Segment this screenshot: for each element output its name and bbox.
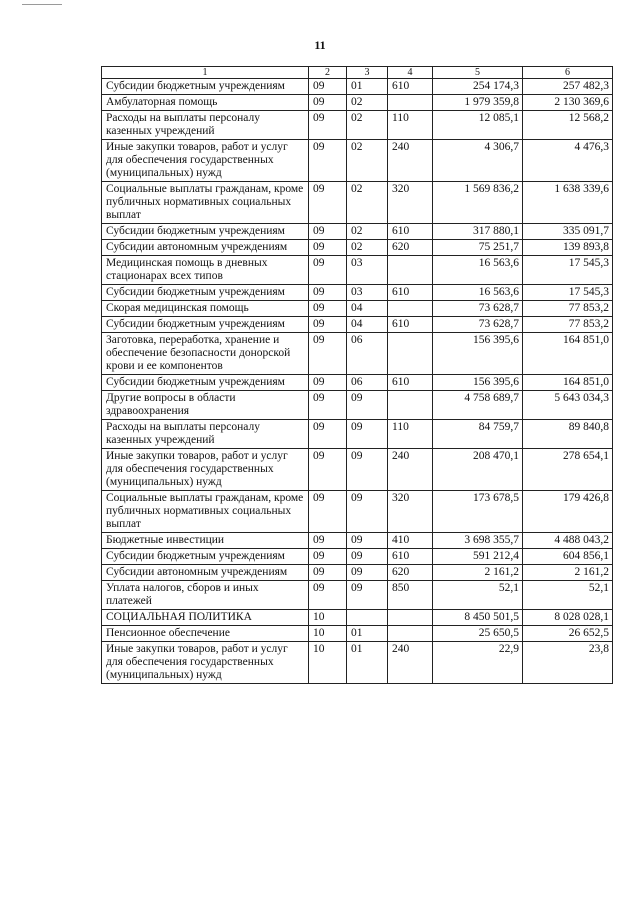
expense-type-code-cell: 320 (388, 491, 433, 533)
expense-name-cell: Расходы на выплаты персоналу казенных учреждений (102, 420, 309, 449)
section-code-cell: 09 (309, 256, 347, 285)
expense-type-code-cell: 240 (388, 449, 433, 491)
amount-year-2-cell: 1 638 339,6 (523, 182, 613, 224)
expense-name-cell: Амбулаторная помощь (102, 95, 309, 111)
subsection-code-cell: 09 (347, 533, 388, 549)
amount-year-2-cell: 52,1 (523, 581, 613, 610)
section-code-cell: 09 (309, 79, 347, 95)
section-code-cell: 09 (309, 533, 347, 549)
table-body (102, 79, 613, 684)
section-code-cell: 09 (309, 549, 347, 565)
expense-name-cell: СОЦИАЛЬНАЯ ПОЛИТИКА (102, 610, 309, 626)
amount-year-1-cell: 16 563,6 (433, 256, 523, 285)
section-code-cell: 09 (309, 111, 347, 140)
table-row (102, 95, 613, 111)
section-code-cell: 09 (309, 420, 347, 449)
expense-name-cell: Пенсионное обеспечение (102, 626, 309, 642)
section-code-cell: 10 (309, 626, 347, 642)
amount-year-2-cell: 335 091,7 (523, 224, 613, 240)
subsection-code-cell: 09 (347, 549, 388, 565)
expense-type-code-cell: 620 (388, 240, 433, 256)
amount-year-1-cell: 16 563,6 (433, 285, 523, 301)
table-row (102, 224, 613, 240)
amount-year-1-cell: 1 569 836,2 (433, 182, 523, 224)
table-row (102, 610, 613, 626)
column-header: 1 (102, 67, 309, 79)
section-code-cell: 09 (309, 581, 347, 610)
amount-year-1-cell: 73 628,7 (433, 317, 523, 333)
subsection-code-cell: 02 (347, 224, 388, 240)
column-header: 3 (347, 67, 388, 79)
subsection-code-cell: 03 (347, 256, 388, 285)
amount-year-1-cell: 156 395,6 (433, 333, 523, 375)
expense-name-cell: Субсидии автономным учреждениям (102, 565, 309, 581)
amount-year-1-cell: 84 759,7 (433, 420, 523, 449)
expense-name-cell: Иные закупки товаров, работ и услуг для обеспечения государственных (муниципальных) нужд (102, 140, 309, 182)
amount-year-2-cell: 17 545,3 (523, 285, 613, 301)
section-code-cell: 09 (309, 95, 347, 111)
amount-year-2-cell: 4 488 043,2 (523, 533, 613, 549)
expense-type-code-cell: 240 (388, 642, 433, 684)
section-code-cell: 09 (309, 391, 347, 420)
section-code-cell: 09 (309, 182, 347, 224)
expense-type-code-cell: 610 (388, 285, 433, 301)
section-code-cell: 09 (309, 285, 347, 301)
subsection-code-cell: 09 (347, 391, 388, 420)
expense-type-code-cell: 410 (388, 533, 433, 549)
expense-name-cell: Другие вопросы в области здравоохранения (102, 391, 309, 420)
amount-year-1-cell: 208 470,1 (433, 449, 523, 491)
expense-type-code-cell: 610 (388, 549, 433, 565)
amount-year-2-cell: 257 482,3 (523, 79, 613, 95)
amount-year-1-cell: 156 395,6 (433, 375, 523, 391)
expense-name-cell: Субсидии бюджетным учреждениям (102, 549, 309, 565)
amount-year-2-cell: 164 851,0 (523, 333, 613, 375)
amount-year-1-cell: 22,9 (433, 642, 523, 684)
table-row (102, 285, 613, 301)
expense-type-code-cell (388, 610, 433, 626)
amount-year-2-cell: 17 545,3 (523, 256, 613, 285)
subsection-code-cell: 01 (347, 79, 388, 95)
subsection-code-cell: 01 (347, 642, 388, 684)
expense-type-code-cell: 320 (388, 182, 433, 224)
section-code-cell: 09 (309, 317, 347, 333)
expense-name-cell: Субсидии бюджетным учреждениям (102, 79, 309, 95)
section-code-cell: 09 (309, 375, 347, 391)
section-code-cell: 09 (309, 565, 347, 581)
amount-year-1-cell: 75 251,7 (433, 240, 523, 256)
table-row (102, 420, 613, 449)
table-row (102, 491, 613, 533)
subsection-code-cell: 09 (347, 565, 388, 581)
expense-type-code-cell: 620 (388, 565, 433, 581)
amount-year-1-cell: 3 698 355,7 (433, 533, 523, 549)
section-code-cell: 10 (309, 642, 347, 684)
amount-year-2-cell: 278 654,1 (523, 449, 613, 491)
expense-name-cell: Иные закупки товаров, работ и услуг для обеспечения государственных (муниципальных) нужд (102, 642, 309, 684)
section-code-cell: 09 (309, 301, 347, 317)
amount-year-2-cell: 4 476,3 (523, 140, 613, 182)
expense-type-code-cell: 240 (388, 140, 433, 182)
table-row (102, 533, 613, 549)
table-row (102, 256, 613, 285)
expense-name-cell: Субсидии бюджетным учреждениям (102, 317, 309, 333)
amount-year-1-cell: 4 758 689,7 (433, 391, 523, 420)
page-number: 11 (314, 38, 326, 52)
subsection-code-cell: 09 (347, 491, 388, 533)
expense-name-cell: Субсидии автономным учреждениям (102, 240, 309, 256)
subsection-code-cell: 02 (347, 182, 388, 224)
amount-year-1-cell: 8 450 501,5 (433, 610, 523, 626)
expense-type-code-cell: 110 (388, 111, 433, 140)
section-code-cell: 09 (309, 333, 347, 375)
scan-edge-mark (22, 4, 62, 5)
table-row (102, 565, 613, 581)
expense-name-cell: Заготовка, переработка, хранение и обеспечение безопасности донорской крови и ее компонентов (102, 333, 309, 375)
expense-type-code-cell (388, 256, 433, 285)
expense-type-code-cell: 610 (388, 317, 433, 333)
expense-name-cell: Субсидии бюджетным учреждениям (102, 285, 309, 301)
subsection-code-cell: 02 (347, 240, 388, 256)
section-code-cell: 09 (309, 140, 347, 182)
expense-type-code-cell: 610 (388, 375, 433, 391)
table-row (102, 182, 613, 224)
header-row (102, 67, 613, 79)
amount-year-1-cell: 2 161,2 (433, 565, 523, 581)
subsection-code-cell: 02 (347, 111, 388, 140)
column-header: 4 (388, 67, 433, 79)
amount-year-1-cell: 591 212,4 (433, 549, 523, 565)
column-header: 2 (309, 67, 347, 79)
expense-name-cell: Социальные выплаты гражданам, кроме публичных нормативных социальных выплат (102, 491, 309, 533)
section-code-cell: 09 (309, 224, 347, 240)
amount-year-2-cell: 77 853,2 (523, 301, 613, 317)
expense-name-cell: Медицинская помощь в дневных стационарах всех типов (102, 256, 309, 285)
expense-type-code-cell: 610 (388, 224, 433, 240)
amount-year-1-cell: 1 979 359,8 (433, 95, 523, 111)
table-row (102, 79, 613, 95)
subsection-code-cell: 06 (347, 375, 388, 391)
amount-year-2-cell: 89 840,8 (523, 420, 613, 449)
table-row (102, 449, 613, 491)
table-row (102, 581, 613, 610)
subsection-code-cell: 01 (347, 626, 388, 642)
amount-year-1-cell: 4 306,7 (433, 140, 523, 182)
subsection-code-cell: 06 (347, 333, 388, 375)
expense-name-cell: Социальные выплаты гражданам, кроме публичных нормативных социальных выплат (102, 182, 309, 224)
amount-year-2-cell: 164 851,0 (523, 375, 613, 391)
expense-name-cell: Расходы на выплаты персоналу казенных учреждений (102, 111, 309, 140)
amount-year-2-cell: 179 426,8 (523, 491, 613, 533)
amount-year-2-cell: 2 161,2 (523, 565, 613, 581)
amount-year-1-cell: 317 880,1 (433, 224, 523, 240)
expense-type-code-cell: 850 (388, 581, 433, 610)
table-row (102, 391, 613, 420)
expense-name-cell: Субсидии бюджетным учреждениям (102, 224, 309, 240)
table-row (102, 140, 613, 182)
subsection-code-cell (347, 610, 388, 626)
amount-year-2-cell: 139 893,8 (523, 240, 613, 256)
amount-year-1-cell: 173 678,5 (433, 491, 523, 533)
amount-year-2-cell: 8 028 028,1 (523, 610, 613, 626)
section-code-cell: 09 (309, 449, 347, 491)
subsection-code-cell: 03 (347, 285, 388, 301)
amount-year-2-cell: 26 652,5 (523, 626, 613, 642)
expense-name-cell: Уплата налогов, сборов и иных платежей (102, 581, 309, 610)
subsection-code-cell: 04 (347, 301, 388, 317)
table-row (102, 317, 613, 333)
subsection-code-cell: 09 (347, 581, 388, 610)
amount-year-1-cell: 12 085,1 (433, 111, 523, 140)
table-row (102, 301, 613, 317)
table-row (102, 642, 613, 684)
table-row (102, 549, 613, 565)
expense-type-code-cell (388, 391, 433, 420)
subsection-code-cell: 09 (347, 449, 388, 491)
table-row (102, 375, 613, 391)
expense-name-cell: Скорая медицинская помощь (102, 301, 309, 317)
subsection-code-cell: 04 (347, 317, 388, 333)
expense-type-code-cell (388, 301, 433, 317)
expense-type-code-cell: 110 (388, 420, 433, 449)
table-row (102, 111, 613, 140)
expense-type-code-cell (388, 95, 433, 111)
amount-year-2-cell: 77 853,2 (523, 317, 613, 333)
section-code-cell: 09 (309, 491, 347, 533)
table-row (102, 626, 613, 642)
amount-year-1-cell: 73 628,7 (433, 301, 523, 317)
expense-type-code-cell (388, 333, 433, 375)
amount-year-1-cell: 52,1 (433, 581, 523, 610)
subsection-code-cell: 02 (347, 95, 388, 111)
expense-name-cell: Субсидии бюджетным учреждениям (102, 375, 309, 391)
amount-year-2-cell: 23,8 (523, 642, 613, 684)
expense-name-cell: Иные закупки товаров, работ и услуг для обеспечения государственных (муниципальных) нужд (102, 449, 309, 491)
amount-year-2-cell: 2 130 369,6 (523, 95, 613, 111)
section-code-cell: 10 (309, 610, 347, 626)
budget-table (101, 66, 613, 684)
amount-year-2-cell: 604 856,1 (523, 549, 613, 565)
table-row (102, 333, 613, 375)
amount-year-2-cell: 12 568,2 (523, 111, 613, 140)
subsection-code-cell: 02 (347, 140, 388, 182)
column-header: 5 (433, 67, 523, 79)
expense-type-code-cell: 610 (388, 79, 433, 95)
amount-year-2-cell: 5 643 034,3 (523, 391, 613, 420)
expense-name-cell: Бюджетные инвестиции (102, 533, 309, 549)
section-code-cell: 09 (309, 240, 347, 256)
column-header: 6 (523, 67, 613, 79)
expense-type-code-cell (388, 626, 433, 642)
amount-year-1-cell: 254 174,3 (433, 79, 523, 95)
amount-year-1-cell: 25 650,5 (433, 626, 523, 642)
table-row (102, 240, 613, 256)
subsection-code-cell: 09 (347, 420, 388, 449)
